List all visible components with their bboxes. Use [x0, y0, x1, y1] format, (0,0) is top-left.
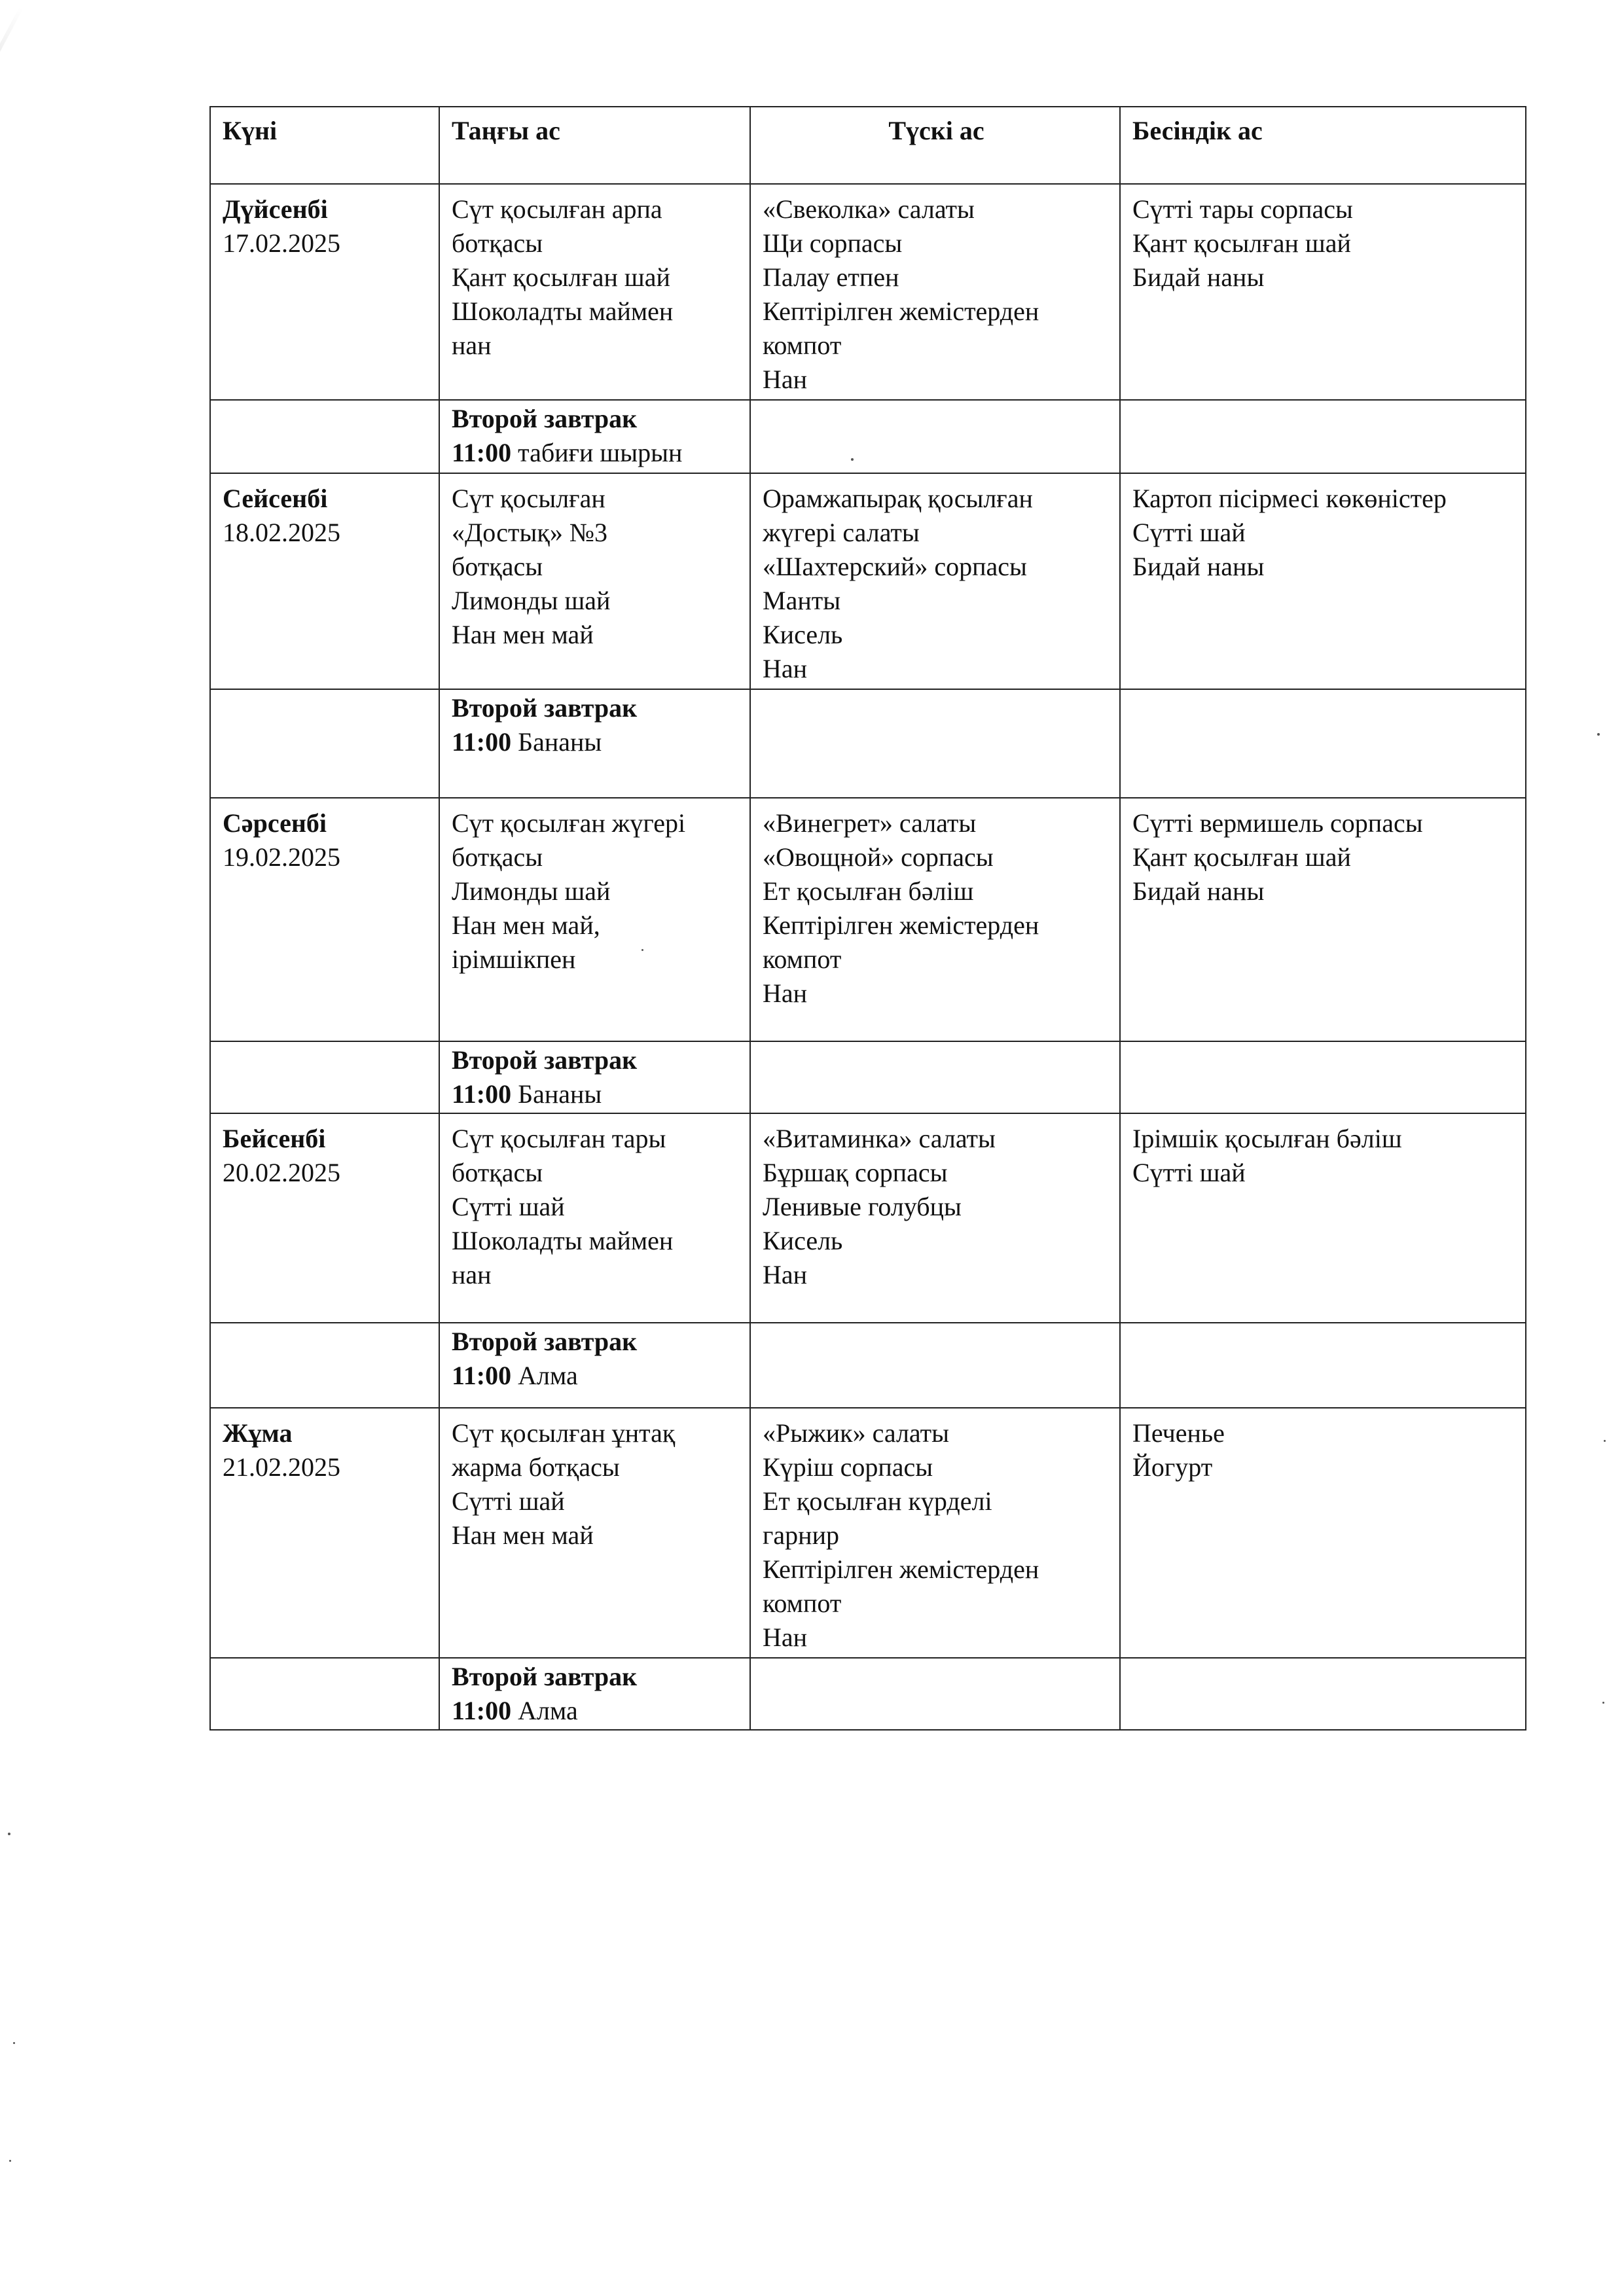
breakfast-cell: [439, 1408, 750, 1658]
second-breakfast-time: 11:00: [452, 727, 512, 757]
second-breakfast-time: 11:00: [452, 438, 512, 467]
second-breakfast-row: [210, 1323, 1526, 1408]
empty-cell: [1120, 1041, 1526, 1113]
second-breakfast-time: 11:00: [452, 1696, 512, 1725]
lunch-item: Орамжапырақ қосылған: [763, 484, 1033, 513]
breakfast-item: нан: [452, 1260, 492, 1289]
second-breakfast-line: [452, 436, 740, 470]
lunch-item: компот: [763, 944, 842, 974]
lunch-item: Ленивые голубцы: [763, 1192, 962, 1221]
snack-item: Қант қосылған шай: [1132, 842, 1351, 872]
scan-speck: [1602, 1702, 1604, 1704]
snack-item: Печенье: [1132, 1418, 1225, 1448]
snack-cell: [1120, 1113, 1526, 1323]
breakfast-item: жарма ботқасы: [452, 1452, 620, 1482]
second-breakfast-label: Второй завтрак: [452, 693, 638, 723]
second-breakfast-cell: [439, 1041, 750, 1113]
lunch-item: «Шахтерский» сорпасы: [763, 552, 1027, 581]
lunch-item: Палау етпен: [763, 262, 899, 292]
day-row: [210, 1408, 1526, 1658]
day-date: 18.02.2025: [223, 518, 340, 547]
scan-speck: [8, 1833, 10, 1835]
breakfast-item: ботқасы: [452, 552, 543, 581]
day-cell: [210, 184, 439, 400]
breakfast-item: Сүт қосылған: [452, 484, 605, 513]
second-breakfast-label: Второй завтрак: [452, 404, 638, 433]
scan-artifact: [0, 7, 23, 332]
scan-speck: [1604, 1440, 1606, 1442]
lunch-cell: [750, 1408, 1120, 1658]
second-breakfast-row: [210, 689, 1526, 798]
snack-item: Қант қосылған шай: [1132, 228, 1351, 258]
snack-cell: [1120, 798, 1526, 1041]
empty-cell: [210, 400, 439, 473]
lunch-item: Кептірілген жемістерден: [763, 1554, 1039, 1584]
menu-body: [210, 184, 1526, 1730]
day-name: Сейсенбі: [223, 484, 328, 513]
empty-cell: [1120, 1323, 1526, 1408]
second-breakfast-item: Бананы: [511, 1079, 602, 1109]
second-breakfast-item: Алма: [511, 1696, 578, 1725]
scan-speck: [1597, 733, 1600, 736]
second-breakfast-label: Второй завтрак: [452, 1662, 638, 1691]
lunch-item: компот: [763, 331, 842, 360]
day-row: [210, 473, 1526, 689]
lunch-item: Нан: [763, 654, 808, 683]
day-date: 21.02.2025: [223, 1452, 340, 1482]
lunch-item: «Рыжик» салаты: [763, 1418, 949, 1448]
breakfast-cell: [439, 184, 750, 400]
snack-item: Ірімшік қосылған бәліш: [1132, 1124, 1402, 1153]
second-breakfast-item: Алма: [511, 1361, 578, 1390]
snack-item: Йогурт: [1132, 1452, 1213, 1482]
second-breakfast-row: [210, 1041, 1526, 1113]
day-cell: [210, 798, 439, 1041]
second-breakfast-row: [210, 400, 1526, 473]
breakfast-item: ботқасы: [452, 1158, 543, 1187]
day-date: 19.02.2025: [223, 842, 340, 872]
empty-cell: [750, 1323, 1120, 1408]
lunch-item: жүгері салаты: [763, 518, 920, 547]
breakfast-item: Нан мен май: [452, 1520, 594, 1550]
lunch-item: Күріш сорпасы: [763, 1452, 933, 1482]
day-row: [210, 1113, 1526, 1323]
lunch-item: Кептірілген жемістерден: [763, 910, 1039, 940]
header-breakfast: Таңғы ас: [439, 107, 750, 184]
empty-cell: [210, 1323, 439, 1408]
second-breakfast-line: [452, 1694, 740, 1728]
snack-item: Сүтті тары сорпасы: [1132, 194, 1353, 224]
breakfast-cell: [439, 798, 750, 1041]
breakfast-cell: [439, 473, 750, 689]
lunch-item: «Винегрет» салаты: [763, 808, 977, 838]
day-cell: [210, 1113, 439, 1323]
scan-speck: [9, 2160, 11, 2162]
empty-cell: [750, 1658, 1120, 1730]
day-name: Дүйсенбі: [223, 194, 328, 224]
second-breakfast-time: 11:00: [452, 1079, 512, 1109]
lunch-item: Нан: [763, 978, 808, 1008]
breakfast-item: Қант қосылған шай: [452, 262, 670, 292]
snack-item: Сүтті шай: [1132, 518, 1246, 547]
lunch-cell: [750, 798, 1120, 1041]
second-breakfast-cell: [439, 1658, 750, 1730]
lunch-item: компот: [763, 1588, 842, 1618]
table-header-row: [210, 107, 1526, 184]
lunch-item: «Витаминка» салаты: [763, 1124, 996, 1153]
breakfast-item: ірімшікпен: [452, 944, 576, 974]
day-date: 17.02.2025: [223, 228, 340, 258]
header-snack: Бесіндік ас: [1120, 107, 1526, 184]
lunch-item: гарнир: [763, 1520, 839, 1550]
breakfast-item: Нан мен май,: [452, 910, 600, 940]
lunch-item: Кисель: [763, 1226, 843, 1255]
day-name: Жұма: [223, 1418, 293, 1448]
snack-cell: [1120, 473, 1526, 689]
snack-cell: [1120, 184, 1526, 400]
lunch-item: «Овощной» сорпасы: [763, 842, 994, 872]
empty-cell: [750, 400, 1120, 473]
lunch-item: Ет қосылған күрделі: [763, 1486, 992, 1516]
day-name: Сәрсенбі: [223, 808, 327, 838]
lunch-cell: [750, 1113, 1120, 1323]
lunch-item: «Свеколка» салаты: [763, 194, 975, 224]
second-breakfast-label: Второй завтрак: [452, 1327, 638, 1356]
weekly-menu-table: [209, 106, 1526, 1731]
breakfast-item: Сүт қосылған ұнтақ: [452, 1418, 676, 1448]
scan-speck: [641, 949, 643, 951]
snack-item: Бидай наны: [1132, 262, 1265, 292]
breakfast-item: нан: [452, 331, 492, 360]
lunch-item: Нан: [763, 365, 808, 394]
breakfast-item: Сүтті шай: [452, 1486, 565, 1516]
day-cell: [210, 473, 439, 689]
snack-item: Бидай наны: [1132, 552, 1265, 581]
lunch-item: Нан: [763, 1623, 808, 1652]
snack-item: Бидай наны: [1132, 876, 1265, 906]
breakfast-item: Лимонды шай: [452, 586, 611, 615]
day-name: Бейсенбі: [223, 1124, 326, 1153]
lunch-item: Манты: [763, 586, 841, 615]
empty-cell: [1120, 400, 1526, 473]
breakfast-item: Сүт қосылған тары: [452, 1124, 666, 1153]
header-day: Күні: [210, 107, 439, 184]
empty-cell: [750, 689, 1120, 798]
second-breakfast-line: [452, 1077, 740, 1111]
day-cell: [210, 1408, 439, 1658]
lunch-item: Кептірілген жемістерден: [763, 296, 1039, 326]
day-date: 20.02.2025: [223, 1158, 340, 1187]
breakfast-item: Нан мен май: [452, 620, 594, 649]
second-breakfast-item: табиғи шырын: [511, 438, 683, 467]
lunch-item: Кисель: [763, 620, 843, 649]
breakfast-item: ботқасы: [452, 842, 543, 872]
lunch-cell: [750, 184, 1120, 400]
empty-cell: [210, 689, 439, 798]
snack-item: Сүтті вермишель сорпасы: [1132, 808, 1423, 838]
day-row: [210, 184, 1526, 400]
second-breakfast-item: Бананы: [511, 727, 602, 757]
scan-speck: [13, 2042, 15, 2044]
breakfast-item: Лимонды шай: [452, 876, 611, 906]
breakfast-item: Сүтті шай: [452, 1192, 565, 1221]
breakfast-item: «Достық» №3: [452, 518, 607, 547]
lunch-item: Ет қосылған бәліш: [763, 876, 974, 906]
scan-speck: [851, 458, 854, 461]
snack-cell: [1120, 1408, 1526, 1658]
empty-cell: [210, 1041, 439, 1113]
breakfast-item: ботқасы: [452, 228, 543, 258]
breakfast-item: Сүт қосылған жүгері: [452, 808, 686, 838]
breakfast-cell: [439, 1113, 750, 1323]
second-breakfast-line: [452, 725, 740, 759]
empty-cell: [210, 1658, 439, 1730]
snack-item: Картоп пісірмесі көкөністер: [1132, 484, 1447, 513]
second-breakfast-label: Второй завтрак: [452, 1045, 638, 1075]
day-row: [210, 798, 1526, 1041]
empty-cell: [1120, 689, 1526, 798]
second-breakfast-cell: [439, 689, 750, 798]
header-lunch: Түскі ас: [750, 107, 1120, 184]
breakfast-item: Шоколадты маймен: [452, 1226, 674, 1255]
lunch-item: Нан: [763, 1260, 808, 1289]
snack-item: Сүтті шай: [1132, 1158, 1246, 1187]
lunch-item: Бұршақ сорпасы: [763, 1158, 948, 1187]
breakfast-item: Шоколадты маймен: [452, 296, 674, 326]
second-breakfast-cell: [439, 400, 750, 473]
lunch-item: Щи сорпасы: [763, 228, 903, 258]
second-breakfast-cell: [439, 1323, 750, 1408]
empty-cell: [750, 1041, 1120, 1113]
second-breakfast-row: [210, 1658, 1526, 1730]
lunch-cell: [750, 473, 1120, 689]
second-breakfast-line: [452, 1359, 740, 1393]
empty-cell: [1120, 1658, 1526, 1730]
second-breakfast-time: 11:00: [452, 1361, 512, 1390]
breakfast-item: Сүт қосылған арпа: [452, 194, 662, 224]
